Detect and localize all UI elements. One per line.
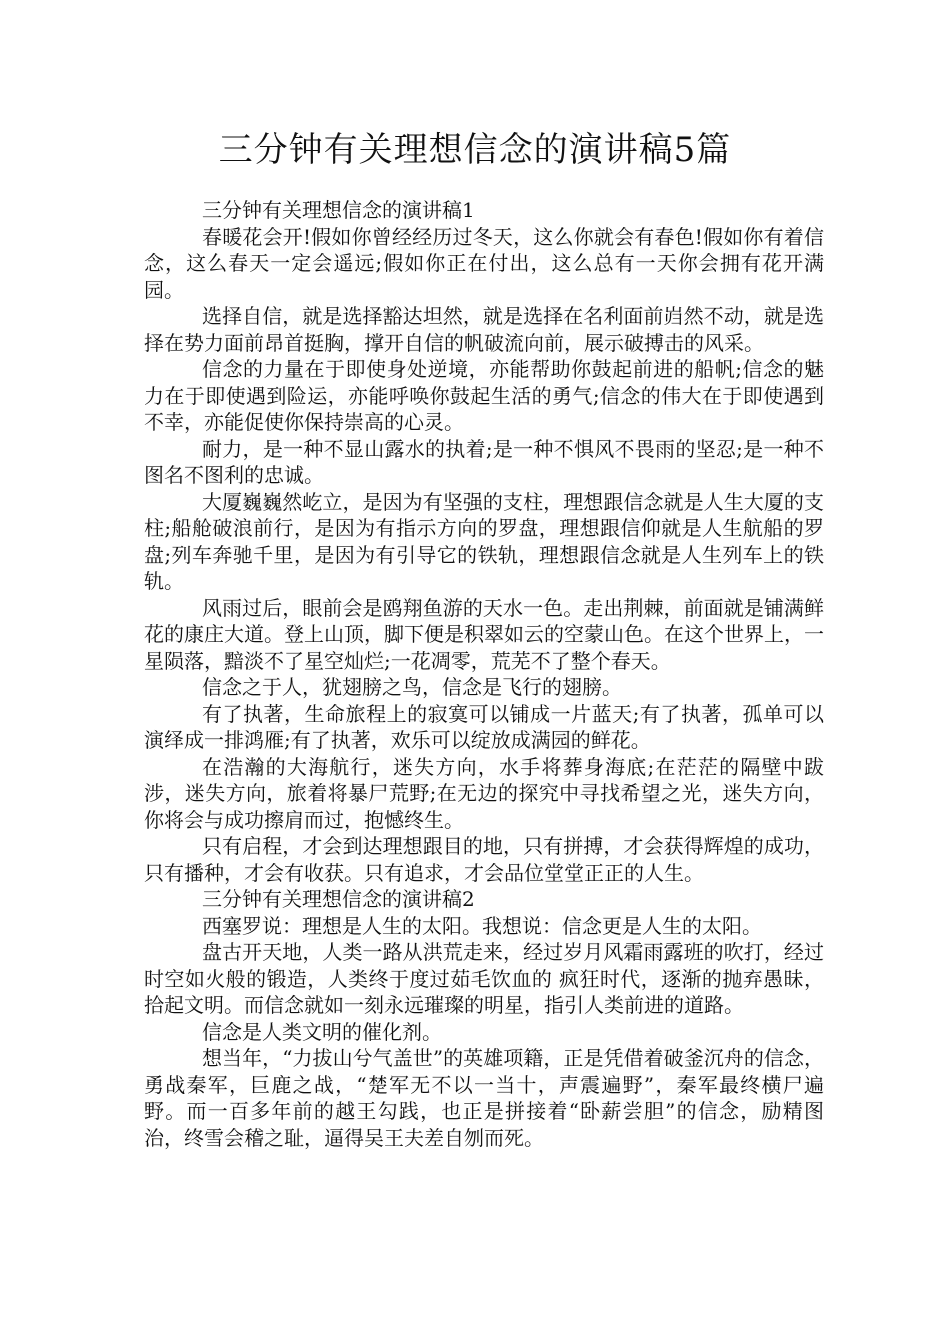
document-body	[144, 197, 824, 1151]
paragraph: 选择自信，就是选择豁达坦然，就是选择在名利面前岿然不动，就是选择在势力面前昂首挺胸，撑开自信的帆破流向前，展示破搏击的风采。	[144, 304, 824, 355]
paragraph: 耐力，是一种不显山露水的执着;是一种不惧风不畏雨的坚忍;是一种不图名不图利的忠诚。	[144, 436, 824, 487]
document-title: 三分钟有关理想信念的演讲稿5篇	[218, 130, 732, 170]
paragraph: 在浩瀚的大海航行，迷失方向，水手将葬身海底;在茫茫的隔壁中跋涉，迷失方向，旅着将暴尸荒野;在无边的探究中寻找希望之光，迷失方向，你将会与成功擦肩而过，抱憾终生。	[144, 754, 824, 832]
paragraph: 信念是人类文明的催化剂。	[202, 1019, 442, 1044]
paragraph: 风雨过后，眼前会是鸥翔鱼游的天水一色。走出荆棘，前面就是铺满鲜花的康庄大道。登上山顶，脚下便是积翠如云的空蒙山色。在这个世界上，一星陨落，黯淡不了星空灿烂;一花凋零，荒芜不了整个春天。	[144, 595, 824, 673]
paragraph: 想当年，“力拔山兮气盖世”的英雄项籍，正是凭借着破釜沉舟的信念，勇战秦军，巨鹿之战，“楚军无不以一当十，声震遍野”，秦军最终横尸遍野。而一百多年前的越王勾践，也正是拼接着“卧薪尝胆”的信念，励精图治，终雪会稽之耻，逼得吴王夫差自刎而死。	[144, 1046, 824, 1150]
paragraph: 有了执著，生命旅程上的寂寞可以铺成一片蓝天;有了执著，孤单可以演绎成一排鸿雁;有了执著，欢乐可以绽放成满园的鲜花。	[144, 701, 824, 752]
paragraph: 只有启程，才会到达理想跟目的地，只有拼搏，才会获得辉煌的成功，只有播种，才会有收获。只有追求，才会品位堂堂正正的人生。	[144, 834, 824, 885]
paragraph: 春暖花会开!假如你曾经经历过冬天，这么你就会有春色!假如你有着信念，这么春天一定会遥远;假如你正在付出，这么总有一天你会拥有花开满园。	[144, 224, 824, 302]
paragraph: 信念的力量在于即使身处逆境，亦能帮助你鼓起前进的船帆;信念的魅力在于即使遇到险运，亦能呼唤你鼓起生活的勇气;信念的伟大在于即使遇到不幸，亦能促使你保持崇高的心灵。	[144, 357, 824, 434]
speech-1-heading: 三分钟有关理想信念的演讲稿1	[202, 198, 475, 222]
speech-2-heading: 三分钟有关理想信念的演讲稿2	[202, 887, 475, 911]
paragraph: 大厦巍巍然屹立，是因为有坚强的支柱，理想跟信念就是人生大厦的支柱;船舱破浪前行，是因为有指示方向的罗盘，理想跟信仰就是人生航船的罗盘;列车奔驰千里，是因为有引导它的铁轨，理想跟信念就是人生列车上的铁轨。	[144, 489, 824, 593]
paragraph: 西塞罗说：理想是人生的太阳。我想说：信念更是人生的太阳。	[202, 913, 762, 938]
paragraph: 信念之于人，犹翅膀之鸟，信念是飞行的翅膀。	[202, 675, 622, 699]
paragraph: 盘古开天地，人类一路从洪荒走来，经过岁月风霜雨露班的吹打，经过时空如火般的锻造，人类终于度过茹毛饮血的 疯狂时代，逐渐的抛弃愚昧，拾起文明。而信念就如一刻永远璀璨的明星，指引人类前进的道路。	[144, 940, 824, 1017]
